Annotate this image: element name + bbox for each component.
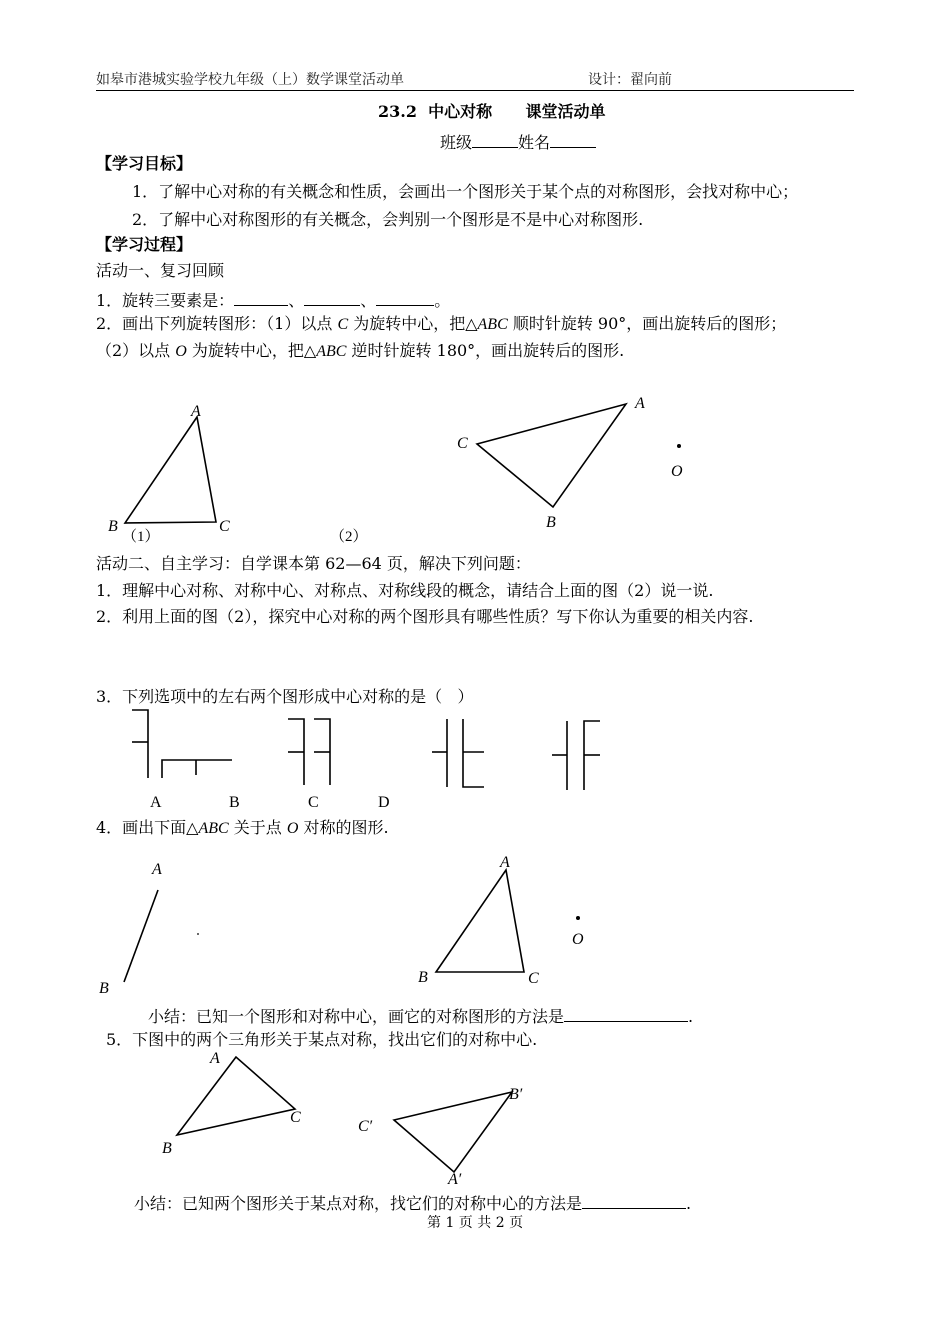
class-label: 班级 [440, 133, 473, 152]
header-left: 如皋市港城实验学校九年级（上）数学课堂活动单 [96, 72, 404, 88]
q2b-text-a: （2）以点 [96, 341, 176, 360]
q4-point-o: O [286, 820, 299, 837]
fig4b-label-o: O [572, 931, 584, 948]
summary-1 [148, 1006, 693, 1025]
option-c-figure [432, 719, 484, 787]
summary-1-end: . [688, 1007, 694, 1026]
q2-triangle-abc: ABC [477, 316, 508, 333]
q1-sep2: 、 [360, 291, 377, 310]
goals-heading: 【学习目标】 [96, 154, 193, 173]
fig4-point-o [576, 916, 580, 920]
page-footer: 第 1 页 共 2 页 [427, 1215, 524, 1231]
fig2-caption: （2） [330, 529, 368, 545]
fig5-label-b: B [162, 1140, 172, 1157]
q2-text-e: 顺时针旋转 90°，画出旋转后的图形； [507, 314, 787, 333]
fig1-caption: （1） [122, 529, 160, 545]
fig1-label-c: C [219, 518, 230, 535]
fig4b-label-a: A [500, 854, 510, 871]
activity2-question-3: 3．下列选项中的左右两个图形成中心对称的是（ ） [96, 687, 474, 706]
fig1-label-a: A [191, 403, 201, 420]
q1-sep1: 、 [288, 291, 305, 310]
goal-item-1: 1．了解中心对称的有关概念和性质，会画出一个图形关于某个点的对称图形，会找对称中心； [132, 182, 799, 201]
q2b-point-o: O [175, 343, 187, 360]
name-label: 姓名 [518, 133, 551, 152]
fig2-label-a: A [635, 395, 645, 412]
summary-1-text: 小结：已知一个图形和对称中心，画它的对称图形的方法是 [148, 1007, 565, 1026]
question-5: 5．下图中的两个三角形关于某点对称，找出它们的对称中心. [106, 1030, 538, 1049]
fig2-label-b: B [546, 514, 556, 531]
fig2-label-o: O [671, 463, 683, 480]
fig5-label-a-prime: A′ [448, 1171, 462, 1188]
fig2-triangle [477, 404, 626, 507]
fig5-label-c: C [290, 1109, 301, 1126]
q2b-text-e: 逆时针旋转 180°，画出旋转后的图形. [346, 341, 625, 360]
process-heading: 【学习过程】 [96, 235, 193, 254]
summary-2-text: 小结：已知两个图形关于某点对称，找它们的对称中心的方法是 [134, 1194, 583, 1213]
activity1-title: 活动一、复习回顾 [96, 261, 225, 280]
option-label-d: D [378, 794, 390, 811]
page-title: 23.2 中心对称 课堂活动单 [378, 102, 606, 121]
option-label-a: A [150, 794, 162, 811]
option-b-figure [288, 719, 330, 785]
option-a-figure [132, 710, 232, 778]
activity2-question-1: 1．理解中心对称、对称中心、对称点、对称线段的概念，请结合上面的图（2）说一说. [96, 581, 714, 600]
activity2-question-2: 2．利用上面的图（2），探究中心对称的两个图形具有哪些性质？写下你认为重要的相关内容. [96, 607, 754, 626]
q2b-text-c: 为旋转中心，把△ [186, 341, 317, 360]
q4-text-c: 关于点 [228, 818, 287, 837]
summary-2 [134, 1193, 691, 1212]
q1-end: 。 [434, 291, 451, 310]
fig4b-label-b: B [418, 969, 428, 986]
fig5-triangle-abc-prime [394, 1092, 512, 1172]
summary-2-blank[interactable] [582, 1193, 686, 1209]
option-label-c: C [308, 794, 319, 811]
option-label-b: B [229, 794, 240, 811]
fig4-segment-ab [124, 890, 158, 982]
fig5-label-b-prime: B′ [509, 1086, 523, 1103]
q2-text-c: 为旋转中心，把△ [348, 314, 478, 333]
q1-prefix: 1．旋转三要素是： [96, 291, 235, 310]
q4-text-e: 对称的图形. [298, 818, 389, 837]
summary-2-end: . [686, 1194, 692, 1213]
q4-text-a: 4．画出下面△ [96, 818, 199, 837]
q2-point-c: C [337, 316, 349, 333]
summary-1-blank[interactable] [564, 1006, 688, 1022]
fig2-point-o [677, 444, 681, 448]
fig5-label-c-prime: C′ [358, 1118, 373, 1135]
fig5-triangle-abc [177, 1057, 295, 1135]
goal-item-2: 2．了解中心对称图形的有关概念，会判别一个图形是不是中心对称图形. [132, 210, 644, 229]
fig4a-label-a: A [152, 861, 162, 878]
activity2-question-4 [96, 820, 389, 837]
fig4-dot [197, 933, 199, 935]
fig1-label-b: B [108, 518, 118, 535]
q2b-triangle-abc: ABC [316, 343, 347, 360]
activity2-title: 活动二、自主学习：自学课本第 62—64 页，解决下列问题： [96, 554, 531, 573]
fig4a-label-b: B [99, 980, 109, 997]
fig2-label-c: C [457, 435, 468, 452]
fig4b-label-c: C [528, 970, 539, 987]
fig4-triangle [436, 870, 524, 972]
q4-triangle-abc: ABC [198, 820, 229, 837]
option-d-figure [552, 721, 600, 790]
q2-text-a: 2．画出下列旋转图形：（1）以点 [96, 314, 338, 333]
fig1-triangle [125, 417, 216, 523]
fig5-label-a: A [210, 1050, 220, 1067]
header-right: 设计：翟向前 [588, 72, 672, 88]
